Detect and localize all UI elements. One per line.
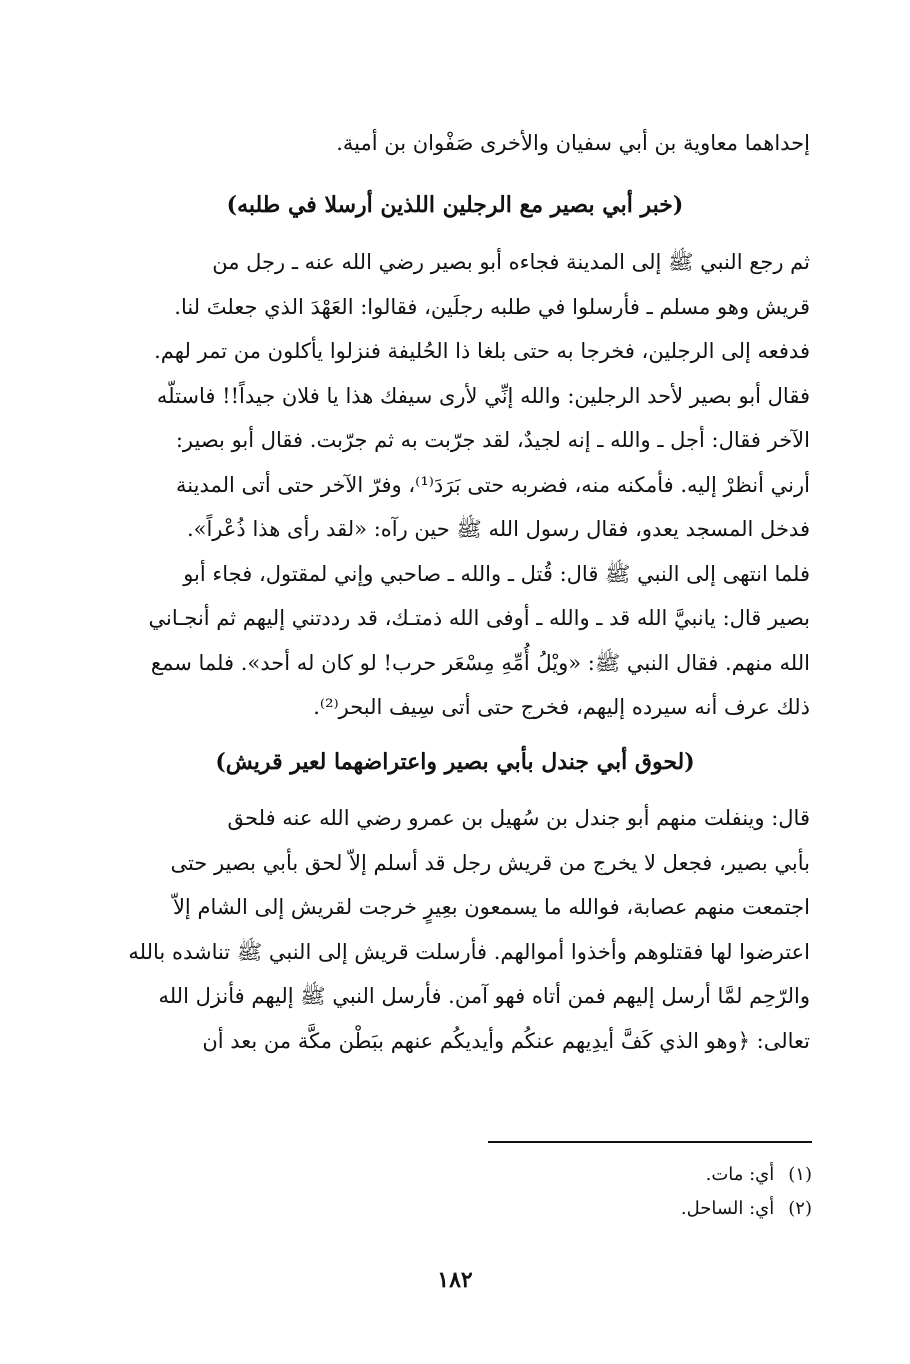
footnote-divider <box>488 1141 812 1143</box>
section-heading-1: (خبر أبي بصير مع الرجلين اللذين أرسلا في طلبه) <box>226 192 684 218</box>
paragraph-line: الآخر فقال: أجل ـ والله ـ إنه لجيدٌ، لقد جرّبت به ثم جرّبت. فقال أبو بصير: <box>175 428 810 452</box>
paragraph-line: اعترضوا لها فقتلوهم وأخذوا أموالهم. فأرسلت قريش إلى النبي ﷺ تناشده بالله <box>128 939 810 964</box>
paragraph-line: قال: وينفلت منهم أبو جندل بن سُهيل بن عمرو رضي الله عنه فلحق <box>227 806 810 830</box>
paragraph-1 <box>100 240 810 730</box>
intro-block <box>100 121 810 166</box>
footnotes <box>400 1158 812 1226</box>
section-heading-2: (لحوق أبي جندل بأبي بصير واعتراضهما لعير قريش) <box>215 749 695 775</box>
paragraph-line: ذلك عرف أنه سيرده إليهم، فخرج حتى أتى سِيف البحر⁽²⁾. <box>313 695 810 719</box>
footnote-item <box>400 1192 812 1226</box>
paragraph-line: تعالى: ﴿وهو الذي كَفَّ أيدِيهم عنكُم وأيديكُم عنهم ببَطْن مكَّة من بعد أن <box>202 1028 810 1053</box>
paragraph-line: قريش وهو مسلم ـ فأرسلوا في طلبه رجلَين، فقالوا: العَهْدَ الذي جعلتَ لنا. <box>174 294 810 319</box>
paragraph-line: فلما انتهى إلى النبي ﷺ قال: قُتل ـ والله ـ صاحبي وإني لمقتول، فجاء أبو <box>183 561 810 586</box>
footnote-text: أي: مات. <box>705 1164 775 1185</box>
paragraph-line: فدفعه إلى الرجلين، فخرجا به حتى بلغا ذا الحُليفة فنزلوا يأكلون من تمر لهم. <box>154 339 810 363</box>
paragraph-line: الله منهم. فقال النبي ﷺ: «ويْلُ أُمِّهِ مِسْعَر حرب! لو كان له أحد». فلما سمع <box>150 650 810 675</box>
paragraph-2 <box>100 796 810 1063</box>
paragraph-line: ثم رجع النبي ﷺ إلى المدينة فجاءه أبو بصير رضي الله عنه ـ رجل من <box>212 250 810 274</box>
paragraph-line: فقال أبو بصير لأحد الرجلين: والله إنِّي لأرى سيفك هذا يا فلان جيداً!! فاستلّه <box>156 383 810 408</box>
page-number: ١٨٢ <box>437 1267 473 1293</box>
intro-line: إحداهما معاوية بن أبي سفيان والأخرى صَفْوان بن أمية. <box>336 131 810 155</box>
paragraph-line: اجتمعت منهم عصابة، فوالله ما يسمعون بعِيرٍ خرجت لقريش إلى الشام إلاّ <box>172 895 810 919</box>
footnote-item <box>400 1158 812 1192</box>
paragraph-line: بأبي بصير، فجعل لا يخرج من قريش رجل قد أسلم إلاّ لحق بأبي بصير حتى <box>170 850 810 875</box>
footnote-number: (١) <box>788 1164 812 1185</box>
footnote-text: أي: الساحل. <box>680 1198 775 1219</box>
paragraph-line: والرّحِم لمَّا أرسل إليهم فمن أتاه فهو آمن. فأرسل النبي ﷺ إليهم فأنزل الله <box>158 984 810 1008</box>
paragraph-line: أرني أنظرْ إليه. فأمكنه منه، فضربه حتى بَرَدَ⁽¹⁾، وفرّ الآخر حتى أتى المدينة <box>176 472 810 497</box>
paragraph-line: فدخل المسجد يعدو، فقال رسول الله ﷺ حين رآه: «لقد رأى هذا ذُعْراً». <box>186 517 810 541</box>
paragraph-line: بصير قال: يانبيَّ الله قد ـ والله ـ أوفى الله ذمتـك، قد رددتني إليهم ثم أنجـاني <box>148 606 810 630</box>
footnote-number: (٢) <box>788 1198 812 1219</box>
